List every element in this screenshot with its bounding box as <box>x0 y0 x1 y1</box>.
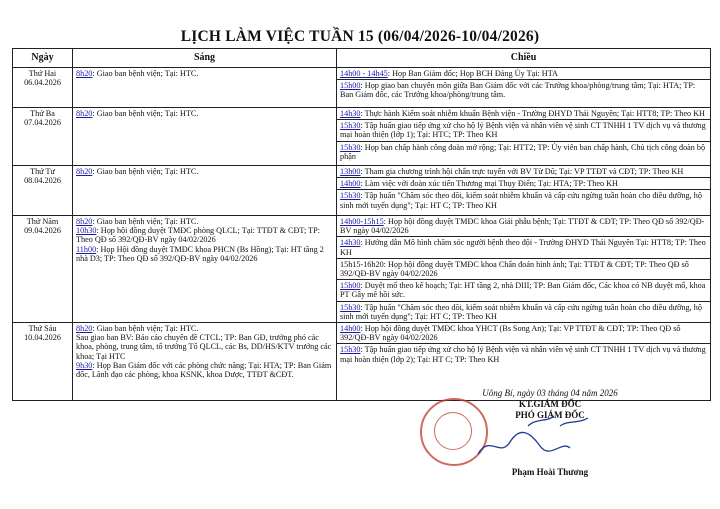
day-cell <box>13 216 73 323</box>
header-morning: Sáng <box>73 49 337 68</box>
event-time: 14h30 <box>340 109 361 118</box>
event-divider <box>337 189 710 190</box>
event-text: : Họp hội đồng duyệt TMĐC phòng QLCL; Tại: TTĐT & CĐT; TP: Theo QĐ số 392/QĐ-BV ngày 04/02/2026 <box>76 226 320 245</box>
event-text: : Họp hội đồng duyệt TMĐC khoa YHCT (Bs Song An); Tại: VP TTĐT & CĐT; TP: Theo QĐ số 392/QĐ-BV ngày 04/02/2026 <box>340 324 681 343</box>
header-day: Ngày <box>13 49 73 68</box>
event-text: : Hướng dẫn Mô hình chăm sóc người bệnh theo đội - Trường ĐHYD Thái Nguyên Tại: HTT8; TP: Theo KH <box>340 238 706 257</box>
event-entry <box>76 69 333 78</box>
event-text: : Giao ban bệnh viện; Tại: HTC. <box>92 217 199 226</box>
day-cell <box>13 108 73 166</box>
event-entry <box>76 167 333 176</box>
event-time: 11h00 <box>76 244 97 254</box>
event-entry <box>340 281 707 299</box>
event-time: 8h20 <box>76 109 93 118</box>
day-name: Thứ Hai <box>28 69 57 78</box>
event-divider <box>337 119 710 120</box>
day-date: 08.04.2026 <box>24 176 61 186</box>
event-entry <box>76 361 333 379</box>
event-time: 15h30 <box>340 142 361 152</box>
event-text: : Tham gia chương trình hội chẩn trực tuyến với BV Từ Dũ; Tại: VP TTĐT và CĐT; TP: Theo KH <box>360 167 684 176</box>
event-time: 8h20 <box>76 69 93 78</box>
event-entry <box>340 303 707 321</box>
event-divider <box>337 79 710 80</box>
event-entry <box>76 217 333 226</box>
event-text: : Giao ban bệnh viện; Tại: HTC. <box>92 69 199 78</box>
event-time: 8h20 <box>76 324 93 334</box>
day-name: Thứ Tư <box>30 167 55 176</box>
event-time: 15h30 <box>340 345 361 355</box>
day-cell <box>13 323 73 401</box>
event-text: : Họp Ban Giám đốc; Họp BCH Đảng Ủy Tại: HTA <box>387 69 558 78</box>
afternoon-cell <box>337 108 711 166</box>
day-date: 06.04.2026 <box>24 78 61 88</box>
day-cell <box>13 166 73 216</box>
event-text: : Thực hành Kiểm soát nhiễm khuẩn Bệnh viện - Trường ĐHYD Thái Nguyên; Tại: HTT8; TP: Theo KH <box>360 109 705 118</box>
event-divider <box>337 236 710 237</box>
event-entry <box>76 245 333 263</box>
event-entry <box>76 226 333 244</box>
event-entry <box>340 167 707 176</box>
event-entry <box>76 109 333 118</box>
day-row <box>13 166 711 216</box>
signature-role-2: PHÓ GIÁM ĐỐC <box>515 410 585 420</box>
signature-place-date: Uông Bí, ngày 03 tháng 04 năm 2026 <box>482 388 618 398</box>
morning-cell <box>73 166 337 216</box>
event-time: 15h30 <box>340 121 361 131</box>
schedule-body <box>13 68 711 401</box>
event-entry <box>340 179 707 188</box>
day-date: 09.04.2026 <box>24 226 61 236</box>
event-text: : Tập huấn "Chăm sóc theo dõi, kiểm soát nhiễm khuẩn và cấp cứu ngừng tuần hoàn cho điều dưỡng, hộ sinh mới tuyển dụng"; Tại: HT C; TP: Theo KH <box>340 191 702 210</box>
event-text: : Tập huấn "Chăm sóc theo dõi, kiểm soát nhiễm khuẩn và cấp cứu ngừng tuần hoàn cho điều dưỡng, hộ sinh mới tuyển dụng"; Tại: HT C; TP: Theo KH <box>340 302 702 321</box>
day-row <box>13 216 711 323</box>
day-cell <box>13 68 73 108</box>
signer-name: Phạm Hoài Thương <box>511 467 589 477</box>
day-name: Thứ Sáu <box>28 324 57 334</box>
event-entry <box>340 109 707 118</box>
event-time: 14h00-15h15 <box>340 217 384 226</box>
event-text: : Họp Ban Giám đốc với các phòng chức năng; Tại: HTA; TP: Ban Giám đốc, Lãnh đạo các phòng, khoa KSNK, khoa Dược, TTĐT &CĐT. <box>76 360 332 380</box>
event-divider <box>337 258 710 259</box>
page-title: LỊCH LÀM VIỆC TUẦN 15 (06/04/2026-10/04/2026) <box>180 28 540 45</box>
event-text: : Họp Hội đồng duyệt TMĐC khoa PHCN (Bs Hồng); Tại: HT tầng 2 nhà D3; TP: Theo QĐ số 392/QĐ-BV ngày 04/02/2026 <box>76 244 324 263</box>
schedule-table <box>12 48 711 401</box>
header-row <box>13 49 711 68</box>
event-text: : Giao ban bệnh viện; Tại: HTC. <box>92 324 199 334</box>
event-time: 14h00 <box>340 324 361 334</box>
event-entry <box>76 324 333 333</box>
morning-cell <box>73 216 337 323</box>
morning-cell <box>73 68 337 108</box>
event-entry <box>340 69 707 78</box>
event-divider <box>337 301 710 302</box>
day-date: 10.04.2026 <box>24 333 61 343</box>
morning-cell <box>73 108 337 166</box>
event-divider <box>337 279 710 280</box>
event-text: Sau giao ban BV: Báo cáo chuyên đề CTCL; TP: Ban GĐ, trưởng phó các khoa, phòng, trung tâm, tổ trưởng Tổ QLCL, các Bs, DD/HS/KTV trưởng các khoa; Tại HTC <box>76 333 332 361</box>
event-text: : Giao ban bệnh viện; Tại: HTC. <box>92 109 199 118</box>
afternoon-cell <box>337 166 711 216</box>
event-divider <box>337 177 710 178</box>
afternoon-cell <box>337 216 711 323</box>
event-divider <box>337 343 710 344</box>
event-entry <box>76 333 333 361</box>
event-time: 14h00 - 14h45 <box>340 69 388 78</box>
event-text: : Họp ban chấp hành công đoàn mở rộng; Tại: HTT2; TP: Ủy viên ban chấp hành, Chủ tịch công đoàn bộ phận <box>340 142 706 161</box>
event-entry <box>340 345 707 363</box>
event-text: : Giao ban bệnh viện; Tại: HTC. <box>92 167 199 176</box>
day-row <box>13 108 711 166</box>
event-entry <box>340 121 707 139</box>
event-time: 14h30 <box>340 238 361 248</box>
morning-cell <box>73 323 337 401</box>
event-entry <box>340 191 707 209</box>
event-time: 15h00 <box>340 281 361 291</box>
event-time: 8h20 <box>76 167 93 176</box>
event-time: 15h30 <box>340 302 361 312</box>
event-entry <box>340 324 707 342</box>
afternoon-cell <box>337 68 711 108</box>
event-time: 8h20 <box>76 217 93 226</box>
day-date: 07.04.2026 <box>24 118 61 128</box>
event-text: : Duyệt mổ theo kế hoạch; Tại: HT tầng 2, nhà DIII; TP: Ban Giám đốc, Các khoa có NB duyệt mổ, khoa PT Gây mê hồi sức. <box>340 281 706 300</box>
event-text: : Làm việc với đoàn xúc tiến Thương mại Thụy Điển; Tại: HTA; TP: Theo KH <box>360 179 618 189</box>
event-time: 14h00 <box>340 179 361 189</box>
event-entry <box>340 260 707 278</box>
event-text: : Họp giao ban chuyên môn giữa Ban Giám đốc với các Trưởng khoa/phòng/trung tâm; Tại: HTA; TP: Ban Giám đốc, các Trưởng khoa/phòng/trung tâm. <box>340 81 696 100</box>
day-name: Thứ Ba <box>30 109 55 118</box>
handwritten-signature <box>470 414 600 466</box>
event-text: : Tập huấn giao tiếp ứng xử cho hộ lý Bệnh viện và nhân viên vệ sinh CT TNHH 1 TV dịch vụ và thương mại hoàn thiện (lớp 1); Tại: HTC; TP: Theo KH <box>340 121 706 140</box>
header-afternoon: Chiều <box>337 49 711 68</box>
event-entry <box>340 81 707 99</box>
event-time: 15h30 <box>340 191 361 201</box>
event-divider <box>337 141 710 142</box>
signature-role-1: KT.GIÁM ĐỐC <box>518 399 582 409</box>
event-text: 15h15-16h20: Họp hội đồng duyệt TMĐC khoa Chẩn đoán hình ảnh; Tại: TTĐT & CĐT; TP: Theo QĐ số 392/QĐ-BV ngày 04/02/2026 <box>340 259 689 279</box>
day-row <box>13 68 711 108</box>
event-entry <box>340 238 707 256</box>
event-time: 15h00 <box>340 81 361 91</box>
event-time: 13h00 <box>340 167 361 176</box>
event-text: : Họp hội đồng duyệt TMĐC khoa Giải phẫu bệnh; Tại: TTĐT & CĐT; TP: Theo QĐ số 392/QĐ-BV ngày 04/02/2026 <box>340 217 705 236</box>
day-name: Thứ Năm <box>26 217 59 226</box>
event-entry <box>340 143 707 161</box>
event-text: : Tập huấn giao tiếp ứng xử cho hộ lý Bệnh viện và nhân viên vệ sinh CT TNHH 1 TV dịch vụ và thương mại hoàn thiện (lớp 2); Tại: HT C; TP: Theo KH <box>340 345 706 364</box>
event-entry <box>340 217 707 235</box>
event-time: 9h30 <box>76 360 93 370</box>
event-time: 10h30 <box>76 226 97 236</box>
